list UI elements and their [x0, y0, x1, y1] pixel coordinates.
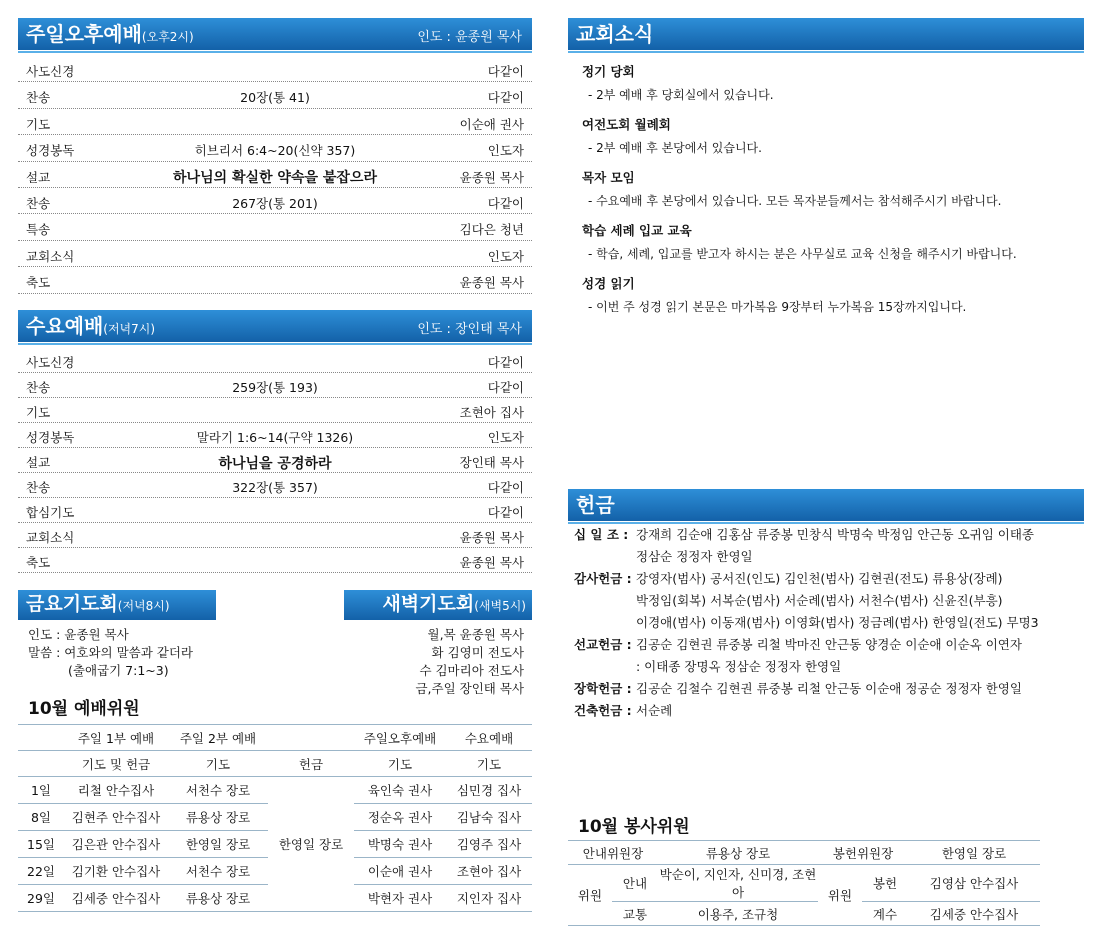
- duty-second-offering: 한영일 장로: [268, 777, 354, 912]
- traffic-names: 이용주, 조규청: [697, 906, 779, 922]
- order-item: 설교: [26, 454, 51, 470]
- duty-head-cell: 수요예배: [464, 730, 514, 746]
- duty-afternoon-prayer: 육인숙 권사: [367, 783, 433, 798]
- order-person: 장인태 목사: [459, 454, 524, 470]
- order-row: [18, 473, 532, 498]
- order-person: 인도자: [487, 248, 524, 264]
- order-row: [18, 373, 532, 398]
- offer-label: 봉헌: [872, 876, 898, 891]
- friday-leader: 인도 : 윤종원 목사: [28, 627, 129, 642]
- dawn-line: 수 김마리아 전도사: [419, 663, 524, 678]
- duty-wednesday-prayer: 김남숙 집사: [456, 810, 522, 825]
- order-content: 259장(통 193): [232, 379, 318, 395]
- duty-title: 10월 예배위원: [28, 699, 140, 719]
- duty-table: [18, 724, 532, 912]
- order-person: 다같이: [487, 379, 524, 395]
- news-item-body: - 2부 예배 후 본당에서 있습니다.: [588, 141, 762, 155]
- order-row: [18, 241, 532, 267]
- offering-row: [574, 678, 1084, 700]
- guide-head-name: 류용상 장로: [705, 845, 771, 861]
- wednesday-service-title: 수요예배(저녁7시): [26, 313, 156, 338]
- duty-head-cell: 주일오후예배: [363, 730, 437, 746]
- friday-prayer-info: [28, 626, 193, 680]
- order-item: 성경봉독: [26, 429, 75, 445]
- order-row: [18, 56, 532, 82]
- offering-line: 강재희 김순애 김홍삼 류중봉 민창식 박명숙 박정임 안근동 오귀임 이태종: [636, 527, 1035, 542]
- guide-label: 안내: [622, 876, 648, 891]
- offering-row: [574, 634, 1084, 678]
- count-label: 계수: [872, 906, 898, 922]
- duty-date: 22일: [27, 864, 55, 879]
- news-header: [568, 18, 1084, 50]
- order-person: 윤종원 목사: [459, 275, 524, 291]
- order-content: 267장(통 201): [232, 195, 318, 211]
- order-person: 다같이: [487, 479, 524, 495]
- order-item: 사도신경: [26, 354, 75, 370]
- duty-afternoon-prayer: 정순옥 권사: [367, 810, 433, 825]
- order-person: 다같이: [487, 504, 524, 520]
- duty-head-cell: 주일 2부 예배: [179, 730, 257, 746]
- order-item: 기도: [26, 116, 51, 132]
- order-content: 322장(통 357): [232, 479, 318, 495]
- order-content: 말라기 1:6~14(구약 1326): [196, 429, 354, 445]
- news-title: 교회소식: [576, 22, 654, 46]
- offer-names: 김영삼 안수집사: [929, 876, 1019, 891]
- offering-line: 서순례: [636, 703, 673, 718]
- sermon-title: 하나님의 확실한 약속을 붙잡으라: [173, 169, 377, 186]
- afternoon-service-title: 주일오후예배(오후2시): [26, 22, 194, 46]
- friday-word-ref: (출애굽기 7:1~3): [68, 663, 169, 678]
- afternoon-service-header: [18, 18, 532, 50]
- duty-date: 8일: [30, 810, 52, 825]
- duty-head-cell: [18, 725, 64, 751]
- news-item-title: 학습 세례 입교 교육: [582, 223, 692, 238]
- order-row: [18, 548, 532, 573]
- duty-wednesday-prayer: 심민경 집사: [456, 783, 522, 798]
- dawn-line: 금,주일 장인태 목사: [415, 681, 524, 696]
- order-row: [18, 448, 532, 473]
- order-person: 다같이: [487, 354, 524, 370]
- guide-head-label: 안내위원장: [582, 845, 644, 861]
- wednesday-service-header: [18, 310, 532, 342]
- news-item: [582, 221, 1084, 262]
- order-row: [18, 523, 532, 548]
- order-person: 다같이: [487, 195, 524, 211]
- duty-afternoon-prayer: 박명숙 권사: [367, 837, 433, 852]
- duty-date: 15일: [27, 837, 55, 852]
- dawn-line: 화 김영미 전도사: [431, 645, 524, 660]
- order-item: 설교: [26, 169, 51, 185]
- news-item-title: 여전도회 월례회: [582, 117, 671, 132]
- service-table: [568, 840, 1040, 926]
- duty-head-row: [18, 725, 532, 751]
- order-row: [18, 109, 532, 135]
- order-person: 윤종원 목사: [459, 529, 524, 545]
- offer-head-name: 한영일 장로: [941, 845, 1007, 861]
- order-row: [18, 135, 532, 161]
- duty-subhead-cell: 기도: [476, 756, 502, 772]
- offering-line: 김공순 김현권 류중봉 리철 박마진 안근동 양경순 이순애 이순옥 이연자: [636, 637, 1022, 652]
- news-item-title: 정기 당회: [582, 64, 635, 79]
- duty-first-prayer: 리철 안수집사: [77, 783, 155, 798]
- order-item: 기도: [26, 404, 51, 420]
- order-row: [18, 267, 532, 293]
- order-person: 다같이: [487, 64, 524, 79]
- wednesday-service-leader: 인도 : 장인태 목사: [417, 321, 522, 337]
- order-item: 축도: [26, 275, 51, 291]
- offering-row: [574, 700, 1084, 722]
- right-column: [568, 18, 1084, 315]
- news-list: [568, 62, 1084, 315]
- dawn-line: 월,목 윤종원 목사: [427, 627, 524, 642]
- count-names: 김세중 안수집사: [929, 906, 1019, 922]
- duty-first-prayer: 김은관 안수집사: [71, 837, 161, 852]
- offering-names: [636, 568, 1084, 634]
- order-item: 성경봉독: [26, 143, 75, 159]
- order-item: 찬송: [26, 479, 51, 495]
- offering-line: 박정임(회복) 서복순(범사) 서순례(범사) 서천수(범사) 신윤진(부흥): [636, 593, 1003, 608]
- offering-names: [636, 634, 1084, 678]
- order-content: 20장(통 41): [240, 90, 310, 106]
- offering-line: 정삼순 정정자 한영일: [636, 549, 753, 564]
- duty-second-prayer: 서천수 장로: [185, 783, 251, 798]
- news-item-body: - 수요예배 후 본당에서 있습니다. 모든 목자분들께서는 참석해주시기 바랍니다.: [588, 194, 1002, 208]
- news-item: [582, 115, 1084, 156]
- duty-wednesday-prayer: 김영주 집사: [456, 837, 522, 852]
- order-item: 찬송: [26, 195, 51, 211]
- duty-date: 29일: [27, 891, 55, 906]
- order-person: 조현아 집사: [459, 404, 524, 420]
- order-item: 찬송: [26, 90, 51, 106]
- offering-names: [636, 524, 1084, 568]
- duty-head-cell: [268, 725, 354, 751]
- offering-line: 이경애(범사) 이동재(범사) 이영화(범사) 정금례(범사) 한영일(전도) 무명3: [636, 615, 1039, 630]
- offering-row: [574, 568, 1084, 634]
- offering-row: [574, 524, 1084, 568]
- news-item: [582, 168, 1084, 209]
- order-row: [18, 188, 532, 214]
- news-item-body: - 2부 예배 후 당회실에서 있습니다.: [588, 88, 774, 102]
- duty-second-prayer: 류용상 장로: [185, 891, 251, 906]
- duty-subhead-cell: 기도 및 헌금: [81, 756, 151, 772]
- duty-subhead-cell: 기도: [205, 756, 231, 772]
- afternoon-service-leader: 인도 : 윤종원 목사: [417, 30, 522, 45]
- left-column: [18, 18, 532, 573]
- duty-first-prayer: 김세중 안수집사: [71, 891, 161, 906]
- offering-names: [636, 700, 1084, 722]
- order-row: [18, 498, 532, 523]
- duty-subhead-cell: 기도: [387, 756, 413, 772]
- order-row: [18, 423, 532, 448]
- duty-head-cell: 주일 1부 예배: [77, 730, 155, 746]
- duty-second-prayer: 서천수 장로: [185, 864, 251, 879]
- order-person: 윤종원 목사: [459, 554, 524, 570]
- duty-wednesday-prayer: 조현아 집사: [456, 864, 522, 879]
- order-row: [18, 214, 532, 240]
- afternoon-service-order: [18, 56, 532, 294]
- offering-label: 십 일 조 :: [574, 527, 629, 542]
- duty-wednesday-prayer: 지인자 집사: [456, 891, 522, 906]
- order-row: [18, 398, 532, 423]
- duty-first-prayer: 김기환 안수집사: [71, 864, 161, 879]
- news-item: [582, 274, 1084, 315]
- offering-names: [636, 678, 1084, 700]
- order-item: 특송: [26, 222, 51, 238]
- order-item: 합심기도: [26, 504, 75, 520]
- offer-head-label: 봉헌위원장: [832, 845, 894, 861]
- order-person: 윤종원 목사: [459, 169, 524, 185]
- offering-label: 선교헌금 :: [574, 637, 632, 652]
- news-item-body: - 학습, 세례, 입교를 받고자 하시는 분은 사무실로 교육 신청을 해주시기 바랍니다.: [588, 247, 1017, 261]
- duty-subhead-cell: [18, 751, 64, 777]
- member-label-left: 위원: [568, 865, 612, 926]
- duty-afternoon-prayer: 박현자 권사: [367, 891, 433, 906]
- friday-prayer-header: 금요기도회(저녁8시): [18, 590, 216, 620]
- order-person: 다같이: [487, 90, 524, 106]
- order-person: 인도자: [487, 143, 524, 159]
- order-person: 김다은 청년: [459, 222, 524, 238]
- offering-line: 김공순 김철수 김현권 류중봉 리철 안근동 이순애 정공순 정정자 한영일: [636, 681, 1022, 696]
- news-item-title: 성경 읽기: [582, 276, 635, 291]
- offering-label: 건축헌금 :: [574, 703, 632, 718]
- order-row: [18, 82, 532, 108]
- duty-first-prayer: 김현주 안수집사: [71, 810, 161, 825]
- offering-line: 강영자(범사) 공서진(인도) 김인천(범사) 김현권(전도) 류용상(장례): [636, 571, 1003, 586]
- duty-second-prayer: 한영일 장로: [185, 837, 251, 852]
- order-person: 인도자: [487, 429, 524, 445]
- order-row: [18, 348, 532, 373]
- order-row: [18, 162, 532, 188]
- offering-label: 감사헌금 :: [574, 571, 632, 586]
- sermon-title: 하나님을 공경하라: [218, 455, 332, 472]
- order-item: 찬송: [26, 379, 51, 395]
- member-label-right: 위원: [818, 865, 862, 926]
- news-item-body: - 이번 주 성경 읽기 본문은 마가복음 9장부터 누가복음 15장까지입니다.: [588, 300, 967, 314]
- order-person: 이순애 권사: [459, 116, 524, 132]
- duty-date: 1일: [30, 783, 52, 798]
- duty-second-prayer: 류용상 장로: [185, 810, 251, 825]
- wednesday-service-order: [18, 348, 532, 573]
- news-item-title: 목자 모임: [582, 170, 635, 185]
- dawn-prayer-header: 새벽기도회(새벽5시): [344, 590, 532, 620]
- friday-word: 말씀 : 여호와의 말씀과 같더라: [28, 645, 194, 660]
- guide-names: 박순이, 지인자, 신미경, 조현아: [659, 867, 817, 900]
- order-item: 축도: [26, 554, 51, 570]
- service-title: 10월 봉사위원: [578, 817, 690, 837]
- duty-afternoon-prayer: 이순애 권사: [367, 864, 433, 879]
- order-item: 사도신경: [26, 64, 75, 79]
- duty-subhead-row: [18, 751, 532, 777]
- traffic-label: 교통: [622, 906, 648, 922]
- duty-subhead-cell: 헌금: [298, 756, 324, 772]
- order-content: 히브리서 6:4~20(신약 357): [194, 143, 356, 159]
- offering-line: : 이태종 장명옥 정삼순 정정자 한영일: [636, 659, 842, 674]
- offering-title: 헌금: [576, 493, 615, 517]
- dawn-prayer-schedule: [415, 626, 524, 698]
- order-item: 교회소식: [26, 248, 75, 264]
- news-item: [582, 62, 1084, 103]
- table-row: [18, 777, 532, 804]
- offering-header: [568, 489, 1084, 521]
- order-item: 교회소식: [26, 529, 75, 545]
- offering-label: 장학헌금 :: [574, 681, 632, 696]
- offering-list: [574, 524, 1084, 722]
